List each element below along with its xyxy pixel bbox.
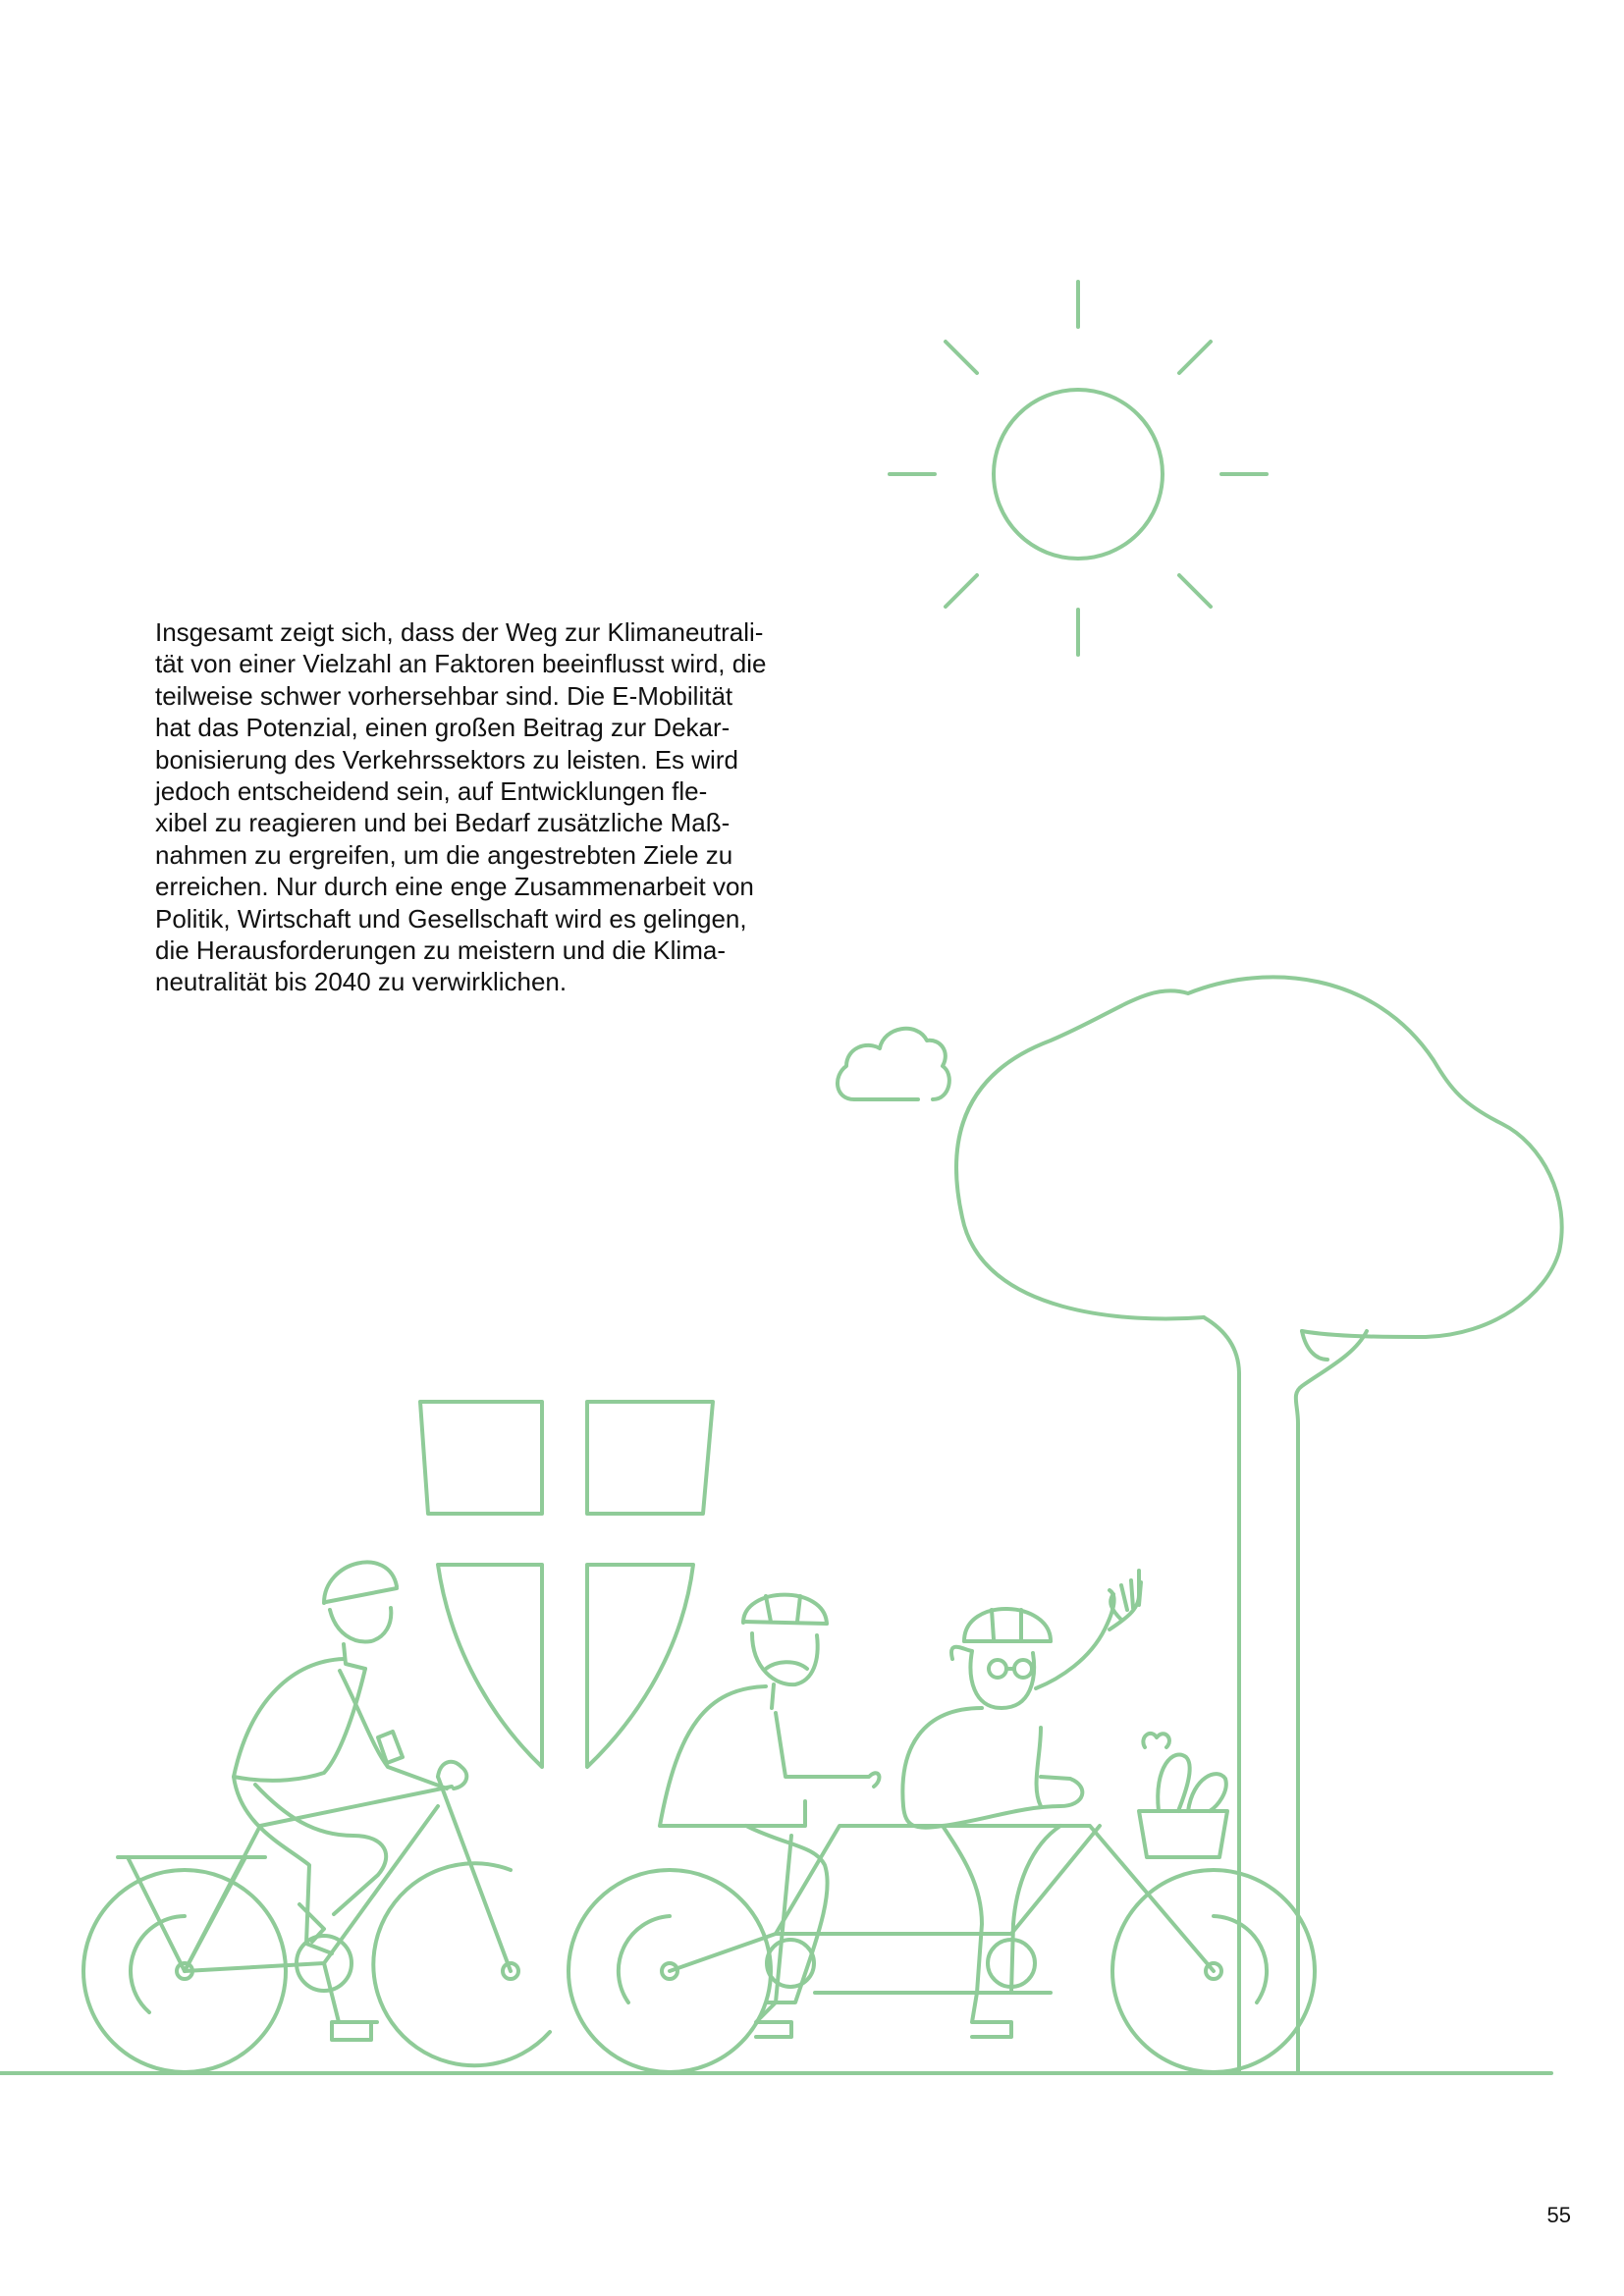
body-line: die Herausforderungen zu meistern und die Klima- [155, 935, 726, 966]
body-line: tät von einer Vielzahl an Faktoren beeinflusst wird, die [155, 649, 767, 679]
cyclist-icon [83, 1562, 550, 2072]
body-line: teilweise schwer vorhersehbar sind. Die E-Mobilität [155, 680, 733, 711]
tandem-bicycle-icon [568, 1571, 1315, 2072]
body-line: Insgesamt zeigt sich, dass der Weg zur Klimaneutrali- [155, 617, 764, 647]
body-line: erreichen. Nur durch eine enge Zusammenarbeit von [155, 872, 754, 902]
body-paragraph [155, 616, 842, 998]
sun-icon [890, 282, 1267, 655]
body-line: hat das Potenzial, einen großen Beitrag zur Dekar- [155, 713, 731, 743]
body-line: Politik, Wirtschaft und Gesellschaft wird es gelingen, [155, 903, 747, 934]
tree-icon [956, 977, 1562, 2073]
body-line: jedoch entscheidend sein, auf Entwicklungen fle- [155, 776, 708, 807]
body-line: bonisierung des Verkehrssektors zu leisten. Es wird [155, 744, 738, 774]
page-number: 55 [1546, 2203, 1571, 2227]
body-line: xibel zu reagieren und bei Bedarf zusätzliche Maß- [155, 808, 731, 838]
cloud-icon [838, 1029, 949, 1099]
window-icon [420, 1402, 713, 1767]
body-line: neutralität bis 2040 zu verwirklichen. [155, 967, 568, 997]
body-line: nahmen zu ergreifen, um die angestrebten Ziele zu [155, 839, 733, 870]
